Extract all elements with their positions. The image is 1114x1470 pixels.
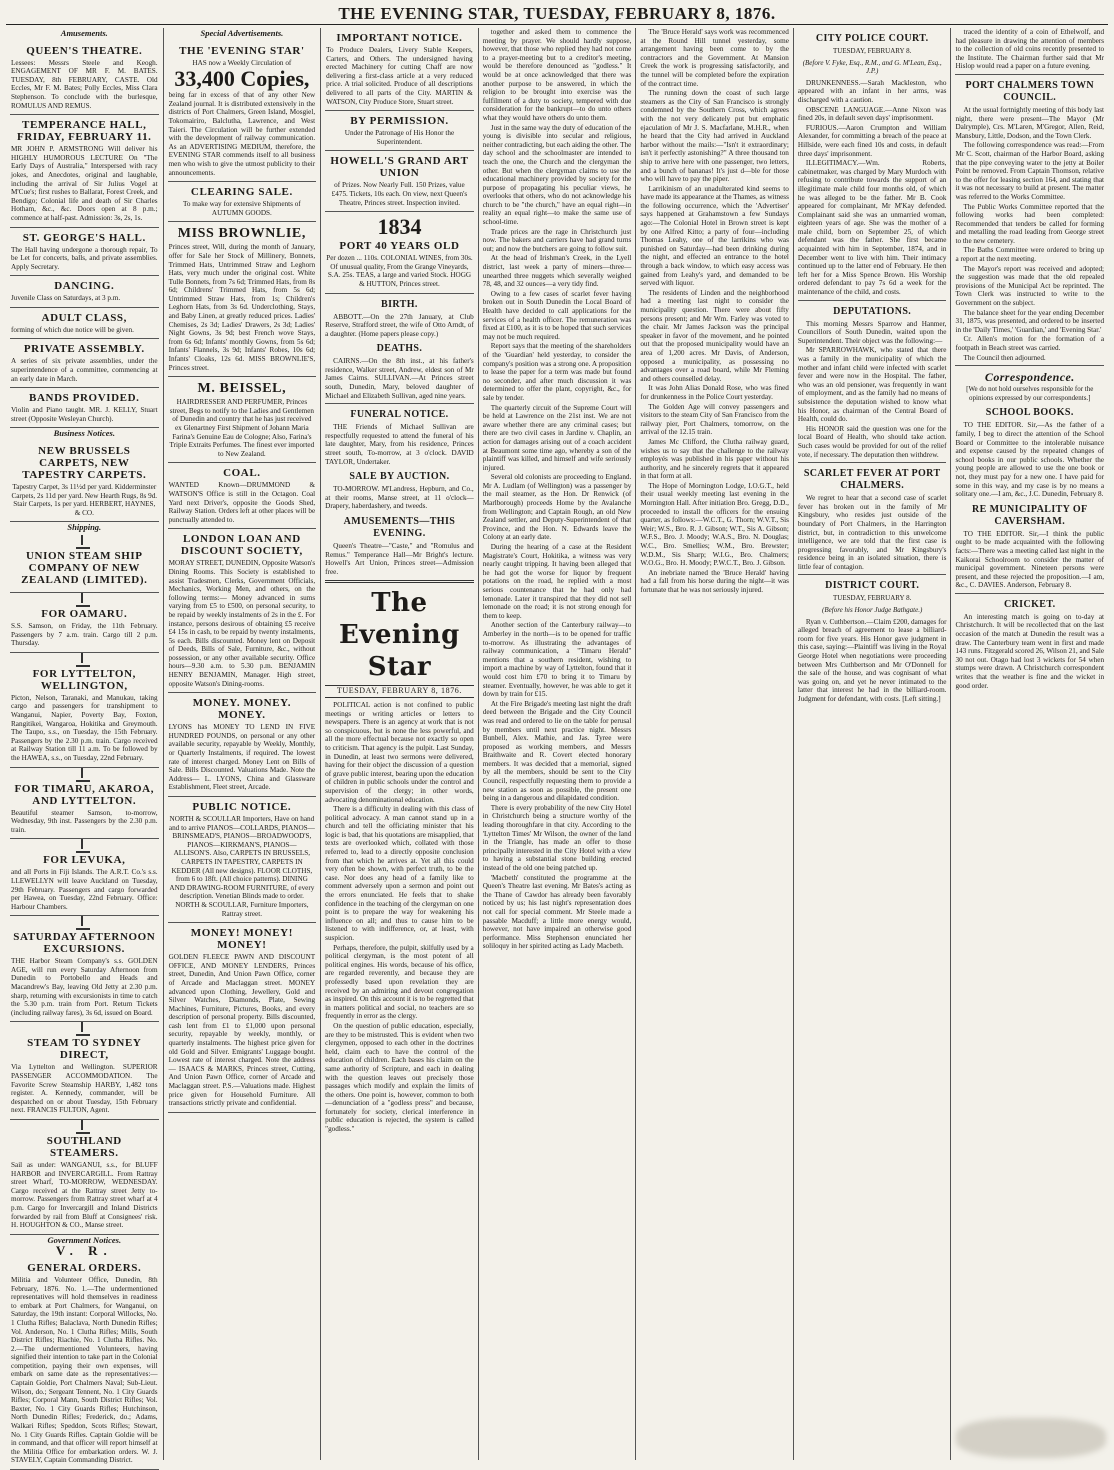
paragraph: It was John Alias Donald Rose, who was fined for drunkenness in the Police Court yesterday. — [640, 384, 789, 401]
ship-icon — [76, 1123, 90, 1134]
ad-important-notice — [325, 28, 474, 111]
ad-title: MONEY. MONEY. MONEY. — [192, 697, 292, 722]
paragraph: The residents of Linden and the neighborhood had a meeting last night to consider the municipality question. There were about fifty persons present; and Mr Wm. Farley was voted to the chair. Mr James Jackson was the principal speaker in favor of the movement, and he pointed out that the proposed municipality would have an area of 1,200 acres. Mr Davis, of Anderson, opposed a municipality, as possessing no advantages over a road board, while Mr Fleming and others counselled delay. — [640, 288, 789, 383]
column-5 — [636, 28, 794, 1460]
paragraph: The following correspondence was read:—From Mr C. Scott, chairman of the Harbor Board, asking that the pipe conveying water to the jetty at Boiler Point be removed. From Captain Thomson, relative to the offer for leasing section 164, and stating that it was not necessary to build at present. The matter was referred to the Works Committee. — [955, 141, 1105, 201]
divider — [798, 462, 947, 463]
ad-title: QUEEN'S THEATRE. — [26, 44, 143, 57]
ad-title: FOR LYTTELTON, WELLINGTON, — [32, 667, 136, 692]
ad-london-loan — [168, 529, 317, 693]
ad-title: MONEY! MONEY! MONEY! — [190, 927, 293, 952]
paragraph: An inebriate named the 'Bruce Herald' having had a fall from his horse during the night—it was fortunate that he was not seriously injured. — [640, 568, 789, 594]
district-court-heading: DISTRICT COURT. — [825, 580, 920, 592]
news-paragraphs — [640, 28, 789, 595]
amusement-ads — [10, 41, 159, 429]
scarlet-fever-heading: SCARLET FEVER AT PORT CHALMERS. — [803, 468, 941, 492]
paragraph: ILLEGITIMACY.—Wm. Roberts, cabinetmaker, was charged by Mary Murdoch with refusing to contribute towards the support of an illegitimate male child four months old, of which he was alleged to be the father. Mr B. Cook appeared for complainant, Mr M'Kay defended. Complainant said she was an unmarried woman, eighteen years of age. She was the mother of a male child, born on September 25, of which defendant was the father. She first became acquainted with him in September, 1874, and in December went to live with him. Their intimacy continued up to the latter end of February. He then left her for a Miss Spence Brown. His Worship ordered defendant to pay 7s 6d a week for the maintenance of the child, and costs. — [797, 159, 947, 297]
paragraph: The Golden Age will convey passengers and visitors to the steam City of San Francisco from the railway pier, Port Chalmers, tomorrow, on the arrival of the 12.15 train. — [640, 402, 789, 437]
newspaper-logo: The Evening Star — [339, 588, 460, 683]
advertisement — [10, 228, 159, 277]
ad-title: IMPORTANT NOTICE. — [336, 32, 463, 44]
masthead-title: THE EVENING STAR, TUESDAY, FEBRUARY 8, 1876. — [338, 4, 776, 23]
royal-cipher: V. R. — [55, 1243, 113, 1259]
ad-body: Princes street, Will, during the month of January, offer for Sale her Stock of Millinery, Bonnets, Trimmed Hats, Untrimmed Straw and Leghorn Hats, very much under the original cost. White Tulle Bonnets, from 7s 6d; Trimmed Hats, from 8s 6d; Childrens' Trimmed Hats, from 5s 6d; Untrimmed Straw Hats, from 1s; Children's Leghorn Hats, from 3s 6d. Underclothing, Stays, and Baby Linen, at greatly reduced prices. Ladies' Chemises, 2s 3d; Ladies' Drawers, 2s 3d; Ladies' Night Gowns, 3s 9d; best French wove Stays, from 6s 6d; Infants' monthly Gowns, from 5s 6d; Infants' Flannels, 3s 9d; Infants' Robes, 10s 6d; Infants' Cloaks, 12s 6d. MISS BROWNLIE'S, Princes street. — [168, 243, 316, 372]
ad-title: DANCING. — [54, 280, 115, 293]
paragraph: At the Fire Brigade's meeting last night the draft deed between the Brigade and the City Council was read and ordered to lie on the table for perusal by members until next practice night. Messrs Bunbell, Alex. Mathie, and Jas. Tyree were proposed as working members, and Messrs Braithwaite and R. Covert elected honorary members. It was decided that a memorial, signed by all the members, should be sent to the City Council, respectfully requesting them to provide a new station as soon as possible, the present one being in a dangerous and dilapidated condition. — [482, 699, 632, 803]
school-books-text: TO THE EDITOR. Sir,—As the father of a family, I beg to direct the attention of the School Board or Committee to the intolerable nuisance and expense caused by the repeated changes of school books in our public schools. Whether the young people are allowed to use the one book or not, they must pay for a new one. I have paid for some in this way, and my case is by no means a solitary one.—I am, &c., J.C. Dunedin, February 8. — [955, 421, 1105, 499]
paragraph: Several old colonists are proceeding to England. Mr A. Ludlam (of Wellington) was a passenger by the mail steamer, as the Hon. Dr Renwick (of Marlborough) proceeds Home by the Avalanche from Wellington; and Captain Rough, an old New Zealand settler, and Deputy-Superintendent of that Province, and the Hon. N. Edwards leave the Colony at an early date. — [482, 473, 632, 542]
paragraph: Trade prices are the rage in Christchurch just now. The bakers and carriers have had grand turns out; and now the butchers are going to follow suit. — [482, 227, 632, 253]
sale-heading: SALE BY AUCTION. — [349, 471, 450, 483]
paragraph: together and asked them to commence the meeting by prayer. We should hardly suppose, however, that those who replied they had not come to a prayer-meeting but to a creditor's meeting, would be therefore denounced as "godless." It would be at once acknowledged that there was another purpose to be answered, in which the religion to be brought into exercise was the fulfilment of a duty to society, tempered with due consideration for the bankrupt—to do unto others what they would have others do unto them. — [482, 28, 632, 122]
advertisement — [10, 916, 159, 1022]
divider — [798, 574, 947, 575]
ad-body: Beautiful steamer Samson, to-morrow, Wednesday, 9th inst. Passengers by the 2.30 p.m. train. — [11, 808, 158, 834]
ad-title: M. BEISSEL, — [197, 381, 287, 397]
paragraph: POLITICAL action is not confined to public meetings or writing articles or letters to newspapers. There is an agency at work that is not so conspicuous, but is none the less powerful, and all the more effectual because not exactly so open to criticism. That agency is the pulpit. Last Sunday, in Dunedin, at least two sermons were delivered, having for their object the discussion of a question of grave public interest, bearing upon the education of children in public schools under the control and supervision of the clergy; in other words, advocating denominational education. — [325, 700, 474, 804]
ship-icon — [76, 596, 90, 607]
paragraph: On the question of public education, especially, are they to be mistrusted. This is evident when two clergymen, opposed to each other in the doctrines held, claim each to have the control of the education of children. Each bases his claim on the same authority of Scripture, and each in dealing with the question leaves out precisely those passages which modify and explain the limits of the others. One point is, however, common to both—denunciation of a "godless press" and because, fortunately for society, clerical interference in public education is rejected, the system is called "godless." — [325, 1021, 474, 1134]
news-paragraphs — [483, 28, 632, 951]
ad-body: THE Harbor Steam Company's s.s. GOLDEN AGE, will run every Saturday Afternoon from Dunedin to Portobello and Heads and Macandrew's Bay, leaving Old Jetty at 2.30 p.m. sharp, returning with excursionists in time to catch the 5.30 p.m. train from Port. Return Tickets (including railway fares), 3s 6d, issued on Board. — [11, 957, 158, 1017]
district-court-text: Ryan v. Cuthbertson.—Claim £200, damages for alleged breach of agreement to lease a billiard-room for five years. His Honor gave judgment in this case, saying:—Plaintiff was living in the Royal George Hotel when negotiations were proceeding between Mrs Cuthbertson and Mr O'Donnell for the sale of the house, and was cognisant of what was going on, and yet he never intimated to the latter that interest he had in the billiard-room. Judgment for defendant, with costs. [Left sitting.] — [797, 617, 947, 703]
divider — [325, 580, 474, 583]
caversham-heading: RE MUNICIPALITY OF CAVERSHAM. — [971, 503, 1088, 527]
paragraph: Larrikinism of an unadulterated kind seems to have made its appearance at the Thames, as witness the following occurrence, which the 'Advertiser' says happened at Grahamstown a few Sundays ago:—The Colonial Hotel in Brown street is kept by one Alfred Kitto; a party of four—including Thomas Leahy, one of the larrikins who was punished on Saturday—had been drinking during the night, and effected an entrance to the hotel through a back window, to which easy access was gained from Leahy's yard, and demanded to be served with liquor. — [640, 184, 789, 288]
police-court-heading: CITY POLICE COURT. — [815, 33, 929, 44]
circulation-number: 33,400 Copies, — [174, 66, 310, 92]
ad-carpets — [10, 441, 159, 522]
paragraph: Perhaps, therefore, the pulpit, skilfully used by a political clergyman, is the most potent of all political engines. His words, because of his office, are regarded reverently, and because they are professedly based upon revelation they are received by an admiring and devout congregation as inspired. On this account it is to be regretted that in matters political and social, no teachers are so frequently in error as the clergy. — [325, 943, 474, 1021]
advertisement — [10, 308, 159, 340]
masthead — [6, 4, 1108, 25]
ad-money-lyons — [168, 693, 317, 797]
cricket-heading: CRICKET. — [1003, 598, 1056, 610]
paragraph: The 'Bruce Herald' says work was recommenced at the Round Hill tunnel yesterday, some arrangement having been come to by the contractors and the Government. At Mansion Creek the work is progressing satisfactorily, and the tunnel will be completed before the expiration of the contract time. — [640, 28, 789, 88]
ad-body: GOLDEN FLEECE PAWN AND DISCOUNT OFFICE, AND MONEY LENDERS, Princes street, Dunedin, And Union Pawn Office, corner of Arcade and Maclaggan street. MONEY advanced upon Clothing, Jewellery, Gold and Silver Watches, Diamonds, Plate, Sewing Machines, Furniture, Pictures, Books, and every description of personal property. Bills discounted, cash lent from £1 to £1,000 upon personal security, repayable by weekly, monthly, or quarterly instalments. The highest price given for old Gold and Silver. Emigrants' Luggage bought. Lowest rate of interest charged. Note the address— ISAACS & MARKS, Princes street, Cutting, And Union Pawn Office, corner of Arcade and Maclaggan street. P.S.—Valuations made. Highest price given for Household Furniture. All transactions strictly private and confidential. — [168, 953, 316, 1108]
ad-title: FOR TIMARU, AKAROA, AND LYTTELTON. — [14, 782, 155, 807]
ad-body: Juvenile Class on Saturdays, at 3 p.m. — [11, 294, 121, 303]
paragraph: The balance sheet for the year ending December 31, 1875, was presented, and ordered to be inserted in the 'Daily Times,' 'Guardian,' and 'Evening Star.' — [955, 308, 1105, 334]
police-court-bench: (Before V. Fyke, Esq., R.M., and G. M'Lean, Esq., J.P.) — [802, 58, 942, 76]
ad-title: HOWELL'S GRAND ART UNION — [330, 155, 469, 180]
ship-icon — [76, 842, 90, 853]
paragraph: The Council then adjourned. — [963, 353, 1046, 362]
funeral-text: THE Friends of Michael Sullivan are respectfully requested to attend the funeral of his late daughter, Mary, from his residence, Princes street south, To-morrow, at 3 o'clock. DAVID TAYLOR, Undertaker. — [325, 423, 474, 466]
ad-title: LONDON LOAN AND DISCOUNT SOCIETY, — [180, 533, 303, 558]
divider — [798, 300, 947, 301]
section-shipping: Shipping. — [67, 522, 102, 533]
advertisement — [10, 339, 159, 388]
advertisement — [10, 1120, 159, 1235]
ad-body: MR JOHN P. ARMSTRONG Will deliver his HIGHLY HUMOROUS LECTURE On "The Early Days of Australia," Interspersed with racy jokes, and Anecdotes, original and laughable, including the arrival of Sir Julius Vogel at M'Cue's; first rushes to Ballarat, Forest Creek, and Bendigo; Colonial life and death of Sir Charles Hotham, &c., &c. Doors open at 8 p.m.; commence at half-past. Admission: 3s, 2s, 1s. — [11, 145, 158, 222]
ad-title: FOR OAMARU. — [41, 608, 128, 620]
paragraph: FURIOUS.—Aaron Crumpton and William Alexander, for committing a breach of the peace at Hillside, were each fined 10s and costs, in default three days' imprisonment. — [797, 123, 947, 158]
ad-body: Lessees: Messrs Steele and Keogh. ENGAGEMENT OF MR F. M. BATES. TUESDAY, 8th FEBRUARY, CASTE. Old Eccles, Mr F. M. Bates; Polly Eccles, Miss Clara Stephenson. To conclude with the burlesque, ROMULUS AND REMUS. — [11, 58, 158, 110]
advertisement — [10, 388, 159, 428]
ad-title: BY PERMISSION. — [350, 115, 449, 128]
ad-body: To Produce Dealers, Livery Stable Keepers, Carters, and Others. The undersigned having erected Machinery for cutting Chaff are now delivering a first-class article at a very reduced price. A trial solicited. Produce of all descriptions delivered to all parts of the City. MARTIN & WATSON, City Produce Store, Stuart street. — [326, 46, 473, 106]
paragraph: The Public Works Committee reported that the following works had been completed: Recommended that tenders be called for forming and metalling the road leading from George street to the new cemetery. — [955, 202, 1105, 245]
dateline: TUESDAY, FEBRUARY 8, 1876. — [325, 685, 474, 698]
column-1 — [6, 28, 164, 1465]
correspondence-note: [We do not hold ourselves responsible for the opinions expressed by our correspondents.] — [966, 385, 1094, 402]
paragraph: OBSCENE LANGUAGE.—Anne Nixon was fined 20s, in default seven days' imprisonment. — [797, 105, 947, 123]
section-government: Government Notices. — [47, 1234, 122, 1245]
ad-body: S.S. Samson, on Friday, the 11th February. Passengers by 7 a.m. train. Cargo till 2 p.m. Thursday. — [11, 622, 158, 648]
column-4 — [479, 28, 637, 1460]
divider — [325, 403, 474, 404]
column-2 — [164, 28, 322, 1460]
section-amusements: Amusements. — [60, 28, 108, 38]
deaths-text: CAIRNS.—On the 8th inst., at his father's residence, Walker street, Andrew, eldest son of Mr James Cairns. SULLIVAN.—At Princes street south, Dunedin, Mary, beloved daughter of Michael and Elizabeth Sullivan, aged nine years. — [325, 357, 474, 400]
sale-text: TO-MORROW. M'Landress, Hepburn, and Co., at their rooms, Manse street, at 11 o'clock—Drapery, haberdashery, and tweeds. — [325, 485, 474, 511]
ad-title: ADULT CLASS, — [41, 311, 128, 324]
ship-icon — [76, 919, 90, 930]
paragraph: Mr SPARROWHAWK, who stated that there was a family in the municipality of which the mother and infant child were infected with scarlet fever and were now in the Hospital. The father, who was an old pensioner, was frequently in want of employment, and as the family had no means of subsistence the deputation wished to know what his Honor, as chairman of the Central Board of Health, could do. — [797, 346, 947, 424]
paragraph: James Mc Clifford, the Clutha railway guard, wishes us to say that the challenge to the railway employés was published in his paper without his authority, and he sincerely regrets that it appeared in that form at all. — [640, 437, 789, 481]
ad-body: Violin and Piano taught. MR. J. KELLY, Stuart street (Opposite Wesleyan Church). — [11, 406, 158, 423]
caversham-text: TO THE EDITOR. Sir,—I think the public ought to be made acquainted with the following facts:—There was a meeting called last night in the Kaikorai Schoolroom to consider the matter of municipal government. Nineteen persons were present, and these rejected the proposition.—I am, &c., C. DAVIES. Anderson, February 8. — [955, 529, 1105, 590]
deaths-heading: DEATHS. — [376, 343, 423, 355]
column-7 — [951, 28, 1108, 1460]
leader-article — [325, 701, 474, 1134]
ad-title: ST. GEORGE'S HALL. — [22, 231, 146, 244]
divider — [955, 74, 1104, 75]
ad-clearing-sale — [168, 182, 317, 222]
ship-icon — [76, 1025, 90, 1036]
ad-body: The Hall having undergone a thorough repair, To be Let for concerts, balls, and private assemblies. Apply Secretary. — [11, 245, 158, 271]
police-court-date: TUESDAY, FEBRUARY 8. — [833, 47, 912, 55]
cricket-text: An interesting match is going on to-day at Christchurch. It will be recollected that on the last occasion of the match at Dunedin the result was a draw. The Canterbury team went in first and made 143 runs. Fitzgerald scored 26, Wilson 21, and Sale 30 not out. Otago had lost 3 wickets for 54 when stumps were drawn. A Christchurch correspondent writes that the weather is fine and the wicket in good order. — [955, 612, 1105, 690]
paragraph: The Hope of Mornington Lodge, I.O.G.T., held their usual weekly meeting last evening in the Mornington Hall. After initiation Bro. Gregg, D.D., proceeded to install the officers for the ensuing quarter, as follows:—W.C.T., G. Thorn; W.V.T., Sis Weir; W.S., Bro. R. J. Gibson; W.T., Sis A. Gibson; W.F.S., Bro. J. Moody; W.A.S., Bro. N. Douglas; W.C., Bro. Smellies; W.M., Bro. Brewster; W.D.M., Sis Sharp; W.I.G., Bro. Chalmers; W.O.G., Bro. H. Moody; P.W.C.T., Bro. J. Gibson. — [640, 481, 789, 568]
section-special-ads: Special Advertisements. — [200, 28, 284, 38]
ad-title: PUBLIC NOTICE. — [192, 801, 292, 813]
amusements-heading: AMUSEMENTS—THIS EVENING. — [343, 516, 456, 539]
column-3 — [321, 28, 479, 1460]
ad-body: MORAY STREET, DUNEDIN, Opposite Watson's Dining Rooms. This Society is established to assist Tradesmen, Clerks, Government Officials, Mechanics, Working Men, and others, on the following terms:— Money advanced in sums varying from £5 to £500, on personal security, to be repaid by weekly instalments of 2s in the £. For instance, persons desirous of obtaining £5 receive £4 15s in cash, to be repaid by twenty instalments, 5s each. Bills discounted. Money lent on Deposit of Deeds, Bills of Sale, Furniture, &c., without possession, or any other available security. Office hours—9.30 a.m. to 5.30 p.m. BENJAMIN HENRY BENJAMIN, Manager. High street, opposite Watson's Dining-rooms. — [168, 559, 316, 688]
ad-body: NORTH & SCOULLAR Importers, Have on hand and to arrive PIANOS—COLLARDS, PIANOS—BRINSMEAD'S, PIANOS—BROADWOOD'S, PIANOS—KIRKMAN'S, PIANOS—ALLISON'S. Also, CARPETS IN BRUSSELS, CARPETS IN TAPESTRY, CARPETS IN KEDDER (All new designs). FLOOR CLOTHS, from 6 to 18ft. (All choice patterns). DINING AND DRAWING-ROOM FURNITURE, of every description. Venetian Blinds made to order. NORTH & SCOULLAR, Furniture Importers, Rattray street. — [168, 815, 315, 918]
ad-body: HAIRDRESSER AND PERFUMER, Princes street, Begs to notify to the Ladies and Gentlemen of Dunedin and country that he has just received ex Glenartney First Shipment of Johann Maria Farina's Genuine Eau de Cologne; Also, Farina's Triple Extraits Perfumes. The finest ever imported to New Zealand. — [169, 398, 315, 458]
paragraph: Owing to a few cases of scarlet fever having broken out in South Dunedin the Local Board of Health have decided to call applications for the services of a health officer. The remuneration was fixed at £100, as it is to be hoped that such services may not be much required. — [482, 289, 632, 341]
amusements-text: Queen's Theatre—"Caste," and "Romulus and Remus." Temperance Hall—Mr Bright's lecture. Howell's Art Union, Princes street—Admission free. — [325, 542, 474, 576]
paragraph: At the head of Irishman's Creek, in the Lyell district, last week a party of miners—three—unearthed three nuggets which severally weighed 78, 48, and 32 ounces—a very tidy find. — [482, 254, 632, 289]
paragraph: The Baths Committee were ordered to bring up a report at the next meeting. — [955, 246, 1105, 264]
paragraph: 'Macbeth' constituted the programme at the Queen's Theatre last evening. Mr Bates's acting as the Thane of Cawdor has already been favorably noticed by us; his last night's representation does not call for special comment. Mr Steele made a passable Macduff; a little more energy would, however, not have impaired an otherwise good performance. Miss Stephenson enunciated her soliloquy in her spirited acting as Lady Macbeth. — [482, 873, 632, 951]
births-text: ABBOTT.—On the 27th January, at Club Reserve, Strafford street, the wife of Otto Arndt, of a daughter. (Home papers please copy.) — [325, 312, 474, 338]
ad-title: TEMPERANCE HALL, FRIDAY, FEBRUARY 11. — [17, 119, 152, 144]
ad-title: MISS BROWNLIE, — [177, 226, 306, 242]
ad-title: SATURDAY AFTERNOON EXCURSIONS. — [13, 931, 156, 956]
ship-icon — [76, 538, 90, 549]
funeral-heading: FUNERAL NOTICE. — [350, 409, 449, 421]
advertisement — [10, 41, 159, 116]
ad-evening-star-circulation — [168, 41, 317, 183]
ad-beissel — [168, 377, 317, 463]
ad-body: Militia and Volunteer Office, Dunedin, 8th February, 1876. No. 1.—The undermentioned representatives will hold themselves in readiness to embark at Port Chalmers, for Wanganui, on Saturday, the 19th instant: Corporal Willocks, No. 1 Clutha Rifles; Balaclava, North Dunedin Rifles; Vol. Anderson, No. 1 Clutha Rifles; Mills, South District Rifles; Riachie, No. 1 Clutha Rifles. No. 2.—The undermentioned Volunteers, having signified their intention to take part in the Colonial competition, paying their own expenses, will embark on same date as the representatives:— Captain Goldie, Port Chalmers Naval; Sub-Lieut. Wilson, do.; Sergeant Tennent, No. 1 City Guards Rifles; Corporal Mann, South District Rifles; Vol. Baxter, No. 1 City Guards Rifles; Hutchinson, North Dunedin Rifles; Frederick, do.; Adams, Walkari Rifles; Speddon, Scots Rifles; Stewart, No. 1 City Guards Rifles. Captain Goldie will be in command, and that officer will report himself at the Militia Office for embarkation orders. W. J. STAVELY, Captain Commanding District. — [11, 1275, 158, 1465]
paragraph: Report says that the meeting of the shareholders of the 'Guardian' held yesterday, to consider the company's position was a strong one. A proposition to lease the paper for a term was made but found no seconder, and after much discussion it was determined to offer the plant, copyright, &c., for sale by tender. — [482, 342, 632, 402]
district-court-bench: (Before his Honor Judge Bathgate.) — [822, 606, 923, 615]
paragraph: During the hearing of a case at the Resident Magistrate's Court, Hokitika, a witness was very nearly caught tripping. It having been alleged that he had got the worse for liquor by frequent potations on the road, he replied with a most serious countenance that he had only had lemonade. Later it transpired that they did not sell lemonade on the road; it is not strong enough for them to keep. — [482, 543, 632, 620]
paragraph: His HONOR said the question was one for the local Board of Health, who should take action. Such cases would be provided for out of the relief vote, if necessary. The deputation then withdrew. — [797, 424, 947, 459]
ad-body: Under the Patronage of His Honor the Superintendent. — [344, 129, 455, 146]
ad-permission — [325, 111, 474, 151]
ad-body: and all Ports in Fiji Islands. The A.R.T. Co.'s s.s. LLEWELLYN will leave Auckland on Tuesday, 29th February. Passengers and cargo forwarded per Hawea, on Tuesday, 22nd February. Office: Harbour Chambers. — [11, 868, 158, 911]
ad-golden-fleece — [168, 923, 317, 1113]
deputations-items — [798, 320, 947, 460]
ad-port-wine — [325, 212, 474, 293]
ad-body: WANTED Known—DRUMMOND & WATSON'S Office is still in the Octagon. Coal Yard next Driver's, opposite the Goods Shed, Railway Station. Orders left at other places will be punctually attended to. — [168, 481, 316, 524]
paragraph: Cr. Allen's motion for the formation of a footpath in Beach street was carried. — [955, 335, 1105, 352]
ad-body: Picton, Nelson, Taranaki, and Manukau, taking cargo and passengers for transhipment to Wanganui, Napier, Poverty Bay, Foxton, Rangitikei, Wangaroa, Hokitika and Greymouth. The Taupo, s.s., on Tuesday, the 15th February. Passengers by the 2.30 p.m. train. Cargo received at Railway Station till 11 a.m. To be followed by the HAWEA, s.s., on Tuesday, 22nd February. — [11, 693, 158, 762]
scarlet-fever-text: We regret to hear that a second case of scarlet fever has broken out in the family of Mr Kingsbury, who resides just outside of the boundary of Port Chalmers, in the Harrington district, but, in contradiction to this unwelcome intelligence, we are told that the first case is progressing favorably, and Mr Kingsbury's residence being in an isolated situation, there is little fear of contagion. — [797, 494, 947, 571]
district-court-date: TUESDAY, FEBRUARY 8. — [833, 594, 912, 603]
ad-title: UNION STEAM SHIP COMPANY OF NEW ZEALAND (LIMITED). — [21, 550, 148, 586]
ad-body: being far in excess of that of any other New Zealand journal. It is distributed extensively in the districts of Port Chalmers, Green Island, Mosgiel, Tokomairiro, Balclutha, Lawrence, and West Taieri. The Circulation will be further extended with the development of railway communication. As an ADVERTISING MEDIUM, therefore, the EVENING STAR commends itself to all business men who wish to give the utmost publicity to their announcements. — [168, 91, 316, 177]
ad-body: A series of six private assemblies, under the superintendence of a committee, commencing at an early date in March. — [11, 357, 158, 383]
paragraph: There is a difficulty in dealing with this class of political advocacy. A man cannot stand up in a church and tell the officiating minister that his logic is bad, that his quotations are misapplied, that texts are overlooked which, collated with those referred to, lead to a directly opposite conclusion from that which he arrives at. Yet all this could very often be shown, with perfect truth, to be the case. Nor does any head of a family like to comment adversely upon a sermon and point out the errors enunciated. He feels that to shake confidence in the teaching of the clergyman on one point is to prepare the way for weakening his influence on all; and thus to cause him to be listened to with indifference, or, at least, with suspicion. — [325, 805, 474, 942]
ad-title: STEAM TO SYDNEY DIRECT, — [27, 1037, 142, 1062]
paragraph: Just in the same way the duty of education of the young is divisible into secular and religious, neither contradicting, but each aiding the other. The day school and the schoolmaster are intended to teach the one, the Church and the clergyman the other. But when the clergyman claims to use the educational machinery provided by society for the purpose of propagating his peculiar views, he overlooks that others, who do not acknowledge his church to be "the church," have an equal right—in reality an equal right—to make the same use of school-time. — [482, 123, 632, 227]
paragraph: The quarterly circuit of the Supreme Court will be held at Lawrence on the 21st inst. We are not aware whether there are any criminal cases; but there are two civil cases in Jardine v. Chaplin, an action for damages arising out of a coach accident at Beaumont some time ago, whereby a son of the plaintiff was killed, and himself and wife seriously injured. — [482, 403, 632, 472]
ship-icon — [76, 656, 90, 667]
ad-body: Via Lyttelton and Wellington. SUPERIOR PASSENGER ACCOMMODATION. The Favorite Screw Steamship HARBY, 1,482 tons register. A. Kennedy, commander, will be despatched on or about Tuesday, 15th February next. FRANCIS FULTON, Agent. — [11, 1063, 158, 1115]
police-court-items — [798, 79, 947, 297]
advertisement — [10, 768, 159, 840]
divider — [955, 593, 1104, 594]
paragraph: Another section of the Canterbury railway—to Amberley in the north—is to be opened for traffic to-morrow. As illustrating the advantages of railway communication, a "Timaru Herald" mentions that a southern resident, wishing to import a machine by way of Lyttelton, found that it would cost him £70 to bring it to Timaru by steamer. Eventually, however, he was able to get it down by train for £15. — [482, 621, 632, 699]
ad-body: Per dozen ... 110s. COLONIAL WINES, from 30s. Of unusual quality, From the Grange Vineyards, S.A. 25s. TEAS, a large and varied Stock. HOGG & HUTTON, Princes street. — [326, 254, 473, 288]
continued-text: traced the identity of a coin of Ethelwolf, and had pleasure in drawing the attention of members to the collection of old coins recently presented to the Institute. The Chairman further said that Mr Hislop would read a paper on a future evening. — [955, 28, 1105, 71]
ad-body: To make way for extensive Shipments of AUTUMN GOODS. — [183, 200, 301, 217]
advertisement — [10, 653, 159, 768]
ad-title: THE 'EVENING STAR' — [179, 44, 305, 57]
births-heading: BIRTH. — [381, 298, 418, 310]
shipping-ads — [10, 535, 159, 1235]
paragraph: There is every probability of the new City Hotel in Christchurch being a structure worthy of the leading thoroughfare in that city. According to the 'Lyttelton Times' Mr Wilson, the owner of the land in the Triangle, has made an offer to those principally interested in the City Hotel with a view to having a substantial stone building erected instead of the old one being patched up. — [482, 803, 632, 872]
ad-body: Tapestry Carpet, 3s 11½d per yard. Kidderminster Carpets, 2s 11d per yard. New Hearth Rugs, 8s 9d. Stair Carpets, 1s per yard. HERBERT, HAYNES, & CO. — [11, 483, 158, 517]
ad-body: of Prizes. Now Nearly Full. 150 Prizes, value £475. Tickets, 10s each. On view, next Queen's Theatre, Princes street. Inspection invited. — [331, 181, 468, 207]
ad-title: BANDS PROVIDED. — [29, 392, 140, 405]
ad-title: NEW BRUSSELS CARPETS, NEW TAPESTRY CARPETS. — [22, 445, 147, 482]
correspondence-heading: Correspondence. — [984, 370, 1075, 385]
ad-lead: HAS now a Weekly Circulation of — [192, 58, 292, 67]
section-business: Business Notices. — [53, 428, 115, 439]
ad-howell — [325, 151, 474, 212]
ad-body: LYONS has MONEY TO LEND IN FIVE HUNDRED POUNDS, on personal or any other available security, repayable by Weekly, Monthly, or Quarterly Instalments, if required. The lowest rate of interest charged. Money Lent on Bills of Sale. Bills Discounted. Valuations Made. Note the Address— L. LYONS, China and Glassware Establishment, Fleet street, Arcade. — [168, 723, 316, 792]
paragraph: This morning Messrs Sparrow and Hanmer, Councillors of South Dunedin, waited upon the Superintendent. Their object was the following:— — [797, 319, 947, 345]
paragraph: The running down the coast of such large steamers as the City of San Francisco is strongly condemned by the Southern Cross, which agrees with the not very delicately put but emphatic ejaculation of Mr J. S. Macfarlane, M.H.R., when he heard that the City had arrived in Auckland harbor without the mails:—"Isn't it extraordinary; isn't it perfectly astonishing?" A three thousand ton ship to arrive here with one passenger, two letters, and a bunch of bananas! It's just d—ble for those who will have to pay the piper. — [640, 89, 789, 184]
columns — [6, 28, 1108, 1465]
ad-title: SOUTHLAND STEAMERS. — [46, 1135, 122, 1159]
port-council-items — [955, 106, 1104, 362]
advertisement — [10, 1022, 159, 1120]
divider — [955, 365, 1104, 366]
port-council-heading: PORT CHALMERS TOWN COUNCIL. — [965, 79, 1095, 103]
ship-icon — [76, 771, 90, 782]
ad-body: forming of which due notice will be given. — [11, 325, 134, 334]
advertisement — [10, 593, 159, 653]
school-books-heading: SCHOOL BOOKS. — [985, 407, 1074, 419]
ad-title: CLEARING SALE. — [190, 186, 293, 199]
advertisement — [10, 115, 159, 227]
ad-coal — [168, 463, 317, 529]
deputations-heading: DEPUTATIONS. — [833, 305, 912, 317]
paragraph: DRUNKENNESS.—Sarah Mackleston, who appeared with an infant in her arms, was discharged with a caution. — [797, 78, 947, 104]
column-6 — [794, 28, 952, 1460]
ad-title: GENERAL ORDERS. — [27, 1261, 142, 1274]
ad-body: Sail as under: WANGANUI, s.s., for BLUFF HARBOR and INVERCARGILL. From Rattray street Wharf, TO-MORROW, WEDNESDAY. Cargo received at the Rattray street Jetty to-morrow. Passengers from Rattray street wharf at 4 p.m. Cargo for Invercargill and Inland Districts forwarded by rail from Bluff at Consignees' risk. H. HOUGHTON & CO., Manse street. — [11, 1161, 158, 1230]
advertisement — [10, 276, 159, 308]
advertisement — [10, 535, 159, 593]
ad-title: PORT 40 YEARS OLD — [339, 240, 460, 253]
paper-stain — [956, 1418, 1106, 1458]
ad-title: FOR LEVUKA, — [43, 854, 126, 867]
advertisement — [10, 839, 159, 916]
paragraph: The Mayor's report was received and adopted; the suggestion was made that the old repealed provisions of the Municipal Act be reprinted. The Town Clerk was instructed to write to the Government on the subject. — [955, 264, 1105, 308]
ad-north-scoullar — [168, 797, 317, 923]
ad-brownlie — [168, 222, 317, 377]
ad-general-orders — [10, 1258, 159, 1470]
ad-title: COAL. — [223, 467, 261, 480]
ad-year: 1834 — [377, 214, 422, 240]
ad-title: PRIVATE ASSEMBLY. — [23, 343, 145, 356]
paragraph: At the usual fortnightly meeting of this body last night, there were present—The Mayor (Mr Dalrymple), Crs. M'Laren, M'Gregor, Allen, Reid, Mansbury, Little, Dodson, and the Town Clerk. — [955, 105, 1105, 140]
